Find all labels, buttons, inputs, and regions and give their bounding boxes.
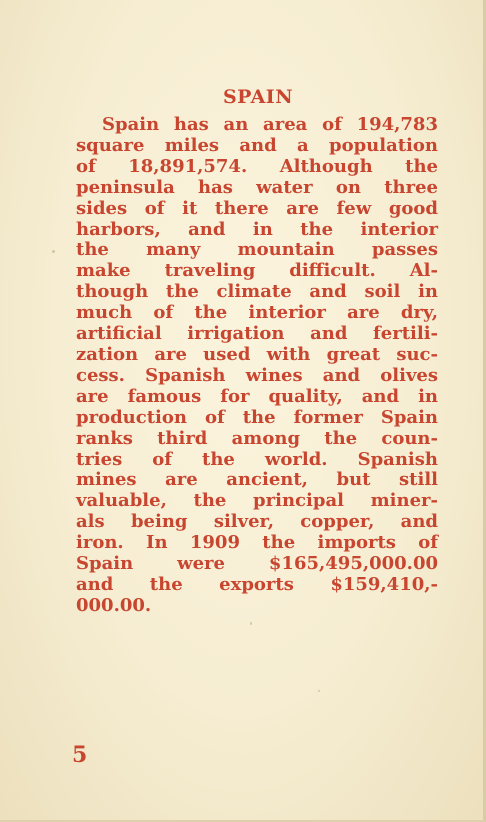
text-line: the many mountain passes xyxy=(76,239,438,261)
text-line: Spain has an area of 194,783 xyxy=(102,114,438,135)
card-body-text xyxy=(76,115,438,617)
page-number: 5 xyxy=(72,742,88,768)
text-line: tries of the world. Spanish xyxy=(76,448,438,470)
text-line: though the climate and soil in xyxy=(76,281,438,303)
text-line: make traveling difficult. Al- xyxy=(76,260,438,282)
text-line: of 18,891,574. Although the xyxy=(76,155,438,177)
paper-speck xyxy=(250,622,252,625)
text-line: production of the former Spain xyxy=(76,406,438,428)
text-line: square miles and a population xyxy=(76,134,438,156)
card-title: SPAIN xyxy=(222,86,294,108)
text-line: iron. In 1909 the imports of xyxy=(76,532,438,554)
text-line: harbors, and in the interior xyxy=(76,218,438,240)
text-line: much of the interior are dry, xyxy=(76,302,438,324)
text-line: and the exports $159,410,- xyxy=(76,573,438,595)
text-line: mines are ancient, but still xyxy=(76,469,438,491)
text-line: Spain were $165,495,000.00 xyxy=(76,553,438,575)
text-line: are famous for quality, and in xyxy=(76,385,438,407)
text-line: sides of it there are few good xyxy=(76,197,438,219)
text-line: artificial irrigation and fertili- xyxy=(76,323,438,345)
text-line: als being silver, copper, and xyxy=(76,511,438,533)
text-line: 000.00. xyxy=(76,594,152,616)
text-line: zation are used with great suc- xyxy=(76,343,438,365)
paper-speck xyxy=(318,690,320,692)
text-line: ranks third among the coun- xyxy=(76,427,438,449)
text-line: peninsula has water on three xyxy=(76,176,438,198)
paper-speck xyxy=(52,250,55,253)
text-line: cess. Spanish wines and olives xyxy=(76,364,438,386)
text-line: valuable, the principal miner- xyxy=(76,490,438,512)
